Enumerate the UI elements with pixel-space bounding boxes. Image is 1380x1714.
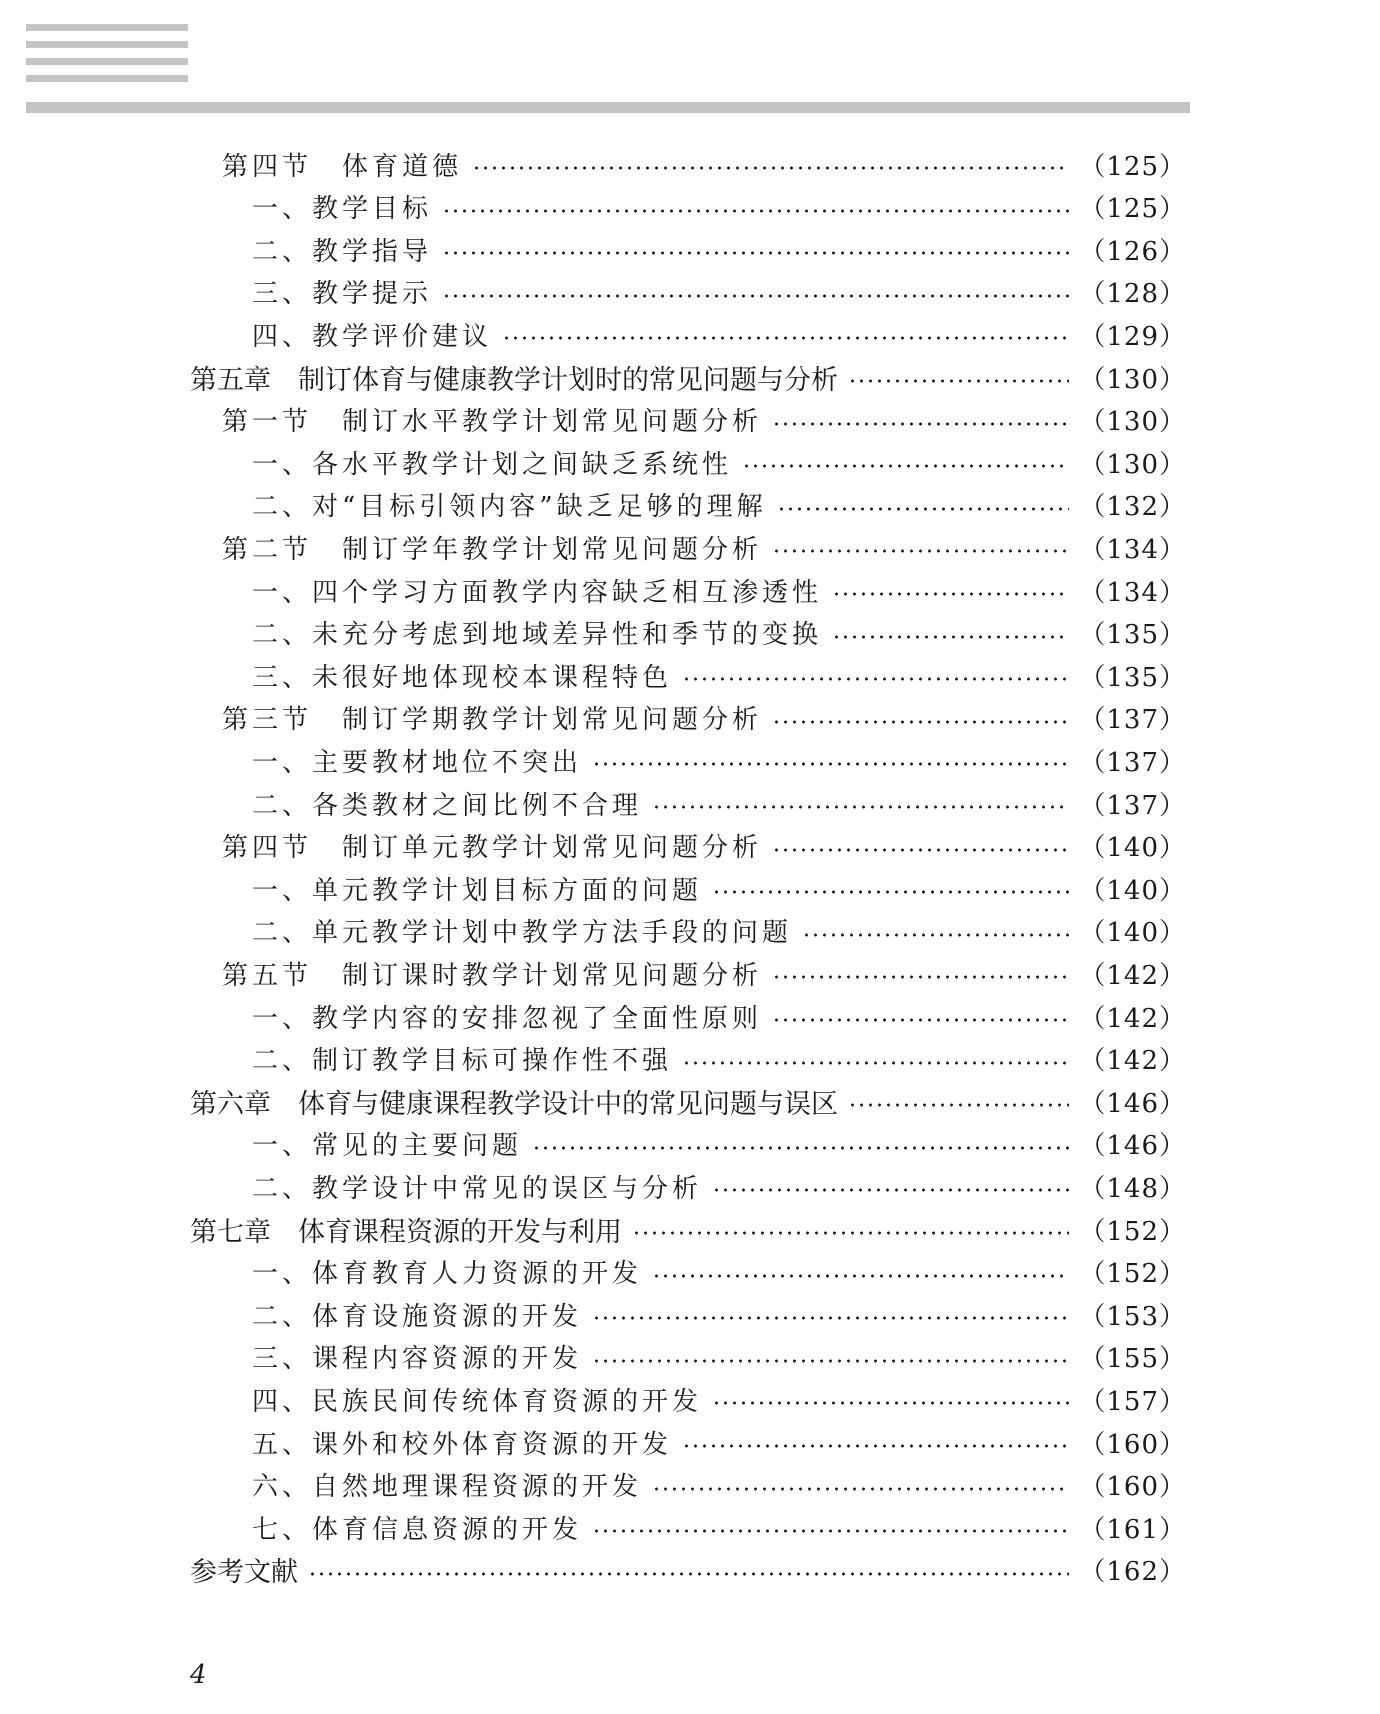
toc-entry-title: 第四节 体育道德 xyxy=(222,151,463,182)
dot-leader xyxy=(832,635,1069,639)
toc-entry-section[interactable] xyxy=(0,399,1186,441)
dot-leader xyxy=(848,379,1069,383)
toc-entry-item[interactable] xyxy=(0,186,1186,228)
dot-leader xyxy=(532,1146,1069,1150)
toc-entry-title: 一、教学目标 xyxy=(252,194,433,225)
toc-entry-item[interactable] xyxy=(0,271,1186,313)
dot-leader xyxy=(712,890,1069,894)
header-rule xyxy=(26,102,1190,113)
toc-entry-item[interactable] xyxy=(0,995,1186,1037)
toc-entry-title: 第五节 制订课时教学计划常见问题分析 xyxy=(222,960,763,991)
toc-entry-title: 一、体育教育人力资源的开发 xyxy=(252,1259,643,1290)
dot-leader xyxy=(772,848,1069,852)
toc-entry-page: （161） xyxy=(1079,1514,1186,1545)
toc-entry-page: （152） xyxy=(1079,1259,1186,1290)
toc-entry-page: （130） xyxy=(1079,449,1186,480)
toc-entry-item[interactable] xyxy=(0,1251,1186,1293)
toc-entry-item[interactable] xyxy=(0,1293,1186,1335)
dot-leader xyxy=(632,1231,1069,1235)
toc-entry-title: 五、课外和校外体育资源的开发 xyxy=(252,1429,673,1460)
dot-leader xyxy=(712,1188,1069,1192)
toc-entry-page: （140） xyxy=(1079,875,1186,906)
toc-entry-title: 二、教学设计中常见的误区与分析 xyxy=(252,1173,703,1204)
toc-entry-item[interactable] xyxy=(0,484,1186,526)
toc-entry-item[interactable] xyxy=(0,1336,1186,1378)
toc-entry-title: 二、制订教学目标可操作性不强 xyxy=(252,1046,673,1077)
toc-entry-title: 第六章 体育与健康课程教学设计中的常见问题与误区 xyxy=(190,1088,838,1120)
dot-leader xyxy=(848,1103,1069,1107)
toc-entry-item[interactable] xyxy=(0,782,1186,824)
toc-entry-page: （148） xyxy=(1079,1173,1186,1204)
toc-entry-title: 一、主要教材地位不突出 xyxy=(252,747,583,778)
dot-leader xyxy=(592,1359,1069,1363)
toc-entry-page: （132） xyxy=(1079,492,1186,523)
toc-entry-chapter[interactable] xyxy=(0,1208,1186,1250)
toc-entry-page: （135） xyxy=(1079,620,1186,651)
dot-leader xyxy=(772,549,1069,553)
toc-entry-title: 七、体育信息资源的开发 xyxy=(252,1514,583,1545)
toc-entry-item[interactable] xyxy=(0,1464,1186,1506)
header-stripe xyxy=(26,75,188,82)
toc-entry-title: 四、民族民间传统体育资源的开发 xyxy=(252,1386,703,1417)
toc-entry-item[interactable] xyxy=(0,1378,1186,1420)
toc-entry-title: 第三节 制订学期教学计划常见问题分析 xyxy=(222,705,763,736)
toc-entry-chapter[interactable] xyxy=(0,356,1186,398)
toc-entry-title: 四、教学评价建议 xyxy=(252,321,493,352)
toc-entry-page: （137） xyxy=(1079,705,1186,736)
toc-entry-page: （137） xyxy=(1079,747,1186,778)
dot-leader xyxy=(592,762,1069,766)
toc-entry-title: 二、教学指导 xyxy=(252,236,433,267)
toc-entry-title: 一、单元教学计划目标方面的问题 xyxy=(252,875,703,906)
toc-entry-page: （153） xyxy=(1079,1301,1186,1332)
toc-entry-title: 二、单元教学计划中教学方法手段的问题 xyxy=(252,918,793,949)
toc-entry-title: 一、四个学习方面教学内容缺乏相互渗透性 xyxy=(252,577,823,608)
toc-entry-title: 二、各类教材之间比例不合理 xyxy=(252,790,643,821)
dot-leader xyxy=(592,1529,1069,1533)
toc-entry-page: （142） xyxy=(1079,1046,1186,1077)
dot-leader xyxy=(308,1572,1069,1576)
toc-entry-item[interactable] xyxy=(0,1165,1186,1207)
toc-entry-title: 三、课程内容资源的开发 xyxy=(252,1344,583,1375)
toc-entry-item[interactable] xyxy=(0,1038,1186,1080)
toc-entry-item[interactable] xyxy=(0,867,1186,909)
toc-entry-title: 三、教学提示 xyxy=(252,279,433,310)
dot-leader xyxy=(832,592,1069,596)
toc-entry-page: （155） xyxy=(1079,1344,1186,1375)
toc-entry-page: （140） xyxy=(1079,918,1186,949)
dot-leader xyxy=(592,1316,1069,1320)
toc-entry-chapter[interactable] xyxy=(0,1549,1186,1591)
dot-leader xyxy=(652,805,1069,809)
toc-entry-page: （152） xyxy=(1079,1216,1186,1247)
toc-entry-title: 二、体育设施资源的开发 xyxy=(252,1301,583,1332)
dot-leader xyxy=(742,464,1069,468)
toc-entry-page: （142） xyxy=(1079,1003,1186,1034)
toc-entry-title: 六、自然地理课程资源的开发 xyxy=(252,1472,643,1503)
toc-entry-chapter[interactable] xyxy=(0,1080,1186,1122)
dot-leader xyxy=(772,720,1069,724)
dot-leader xyxy=(772,975,1069,979)
page-number: 4 xyxy=(190,1660,207,1690)
toc-entry-item[interactable] xyxy=(0,739,1186,781)
toc-entry-title: 第五章 制订体育与健康教学计划时的常见问题与分析 xyxy=(190,364,838,396)
dot-leader xyxy=(442,294,1069,298)
header-stripe xyxy=(26,41,188,48)
toc-entry-title: 二、对“目标引领内容”缺乏足够的理解 xyxy=(252,492,767,523)
toc-entry-page: （130） xyxy=(1079,364,1186,395)
toc-entry-page: （125） xyxy=(1079,151,1186,182)
dot-leader xyxy=(772,1018,1069,1022)
dot-leader xyxy=(502,336,1069,340)
toc-entry-title: 第二节 制订学年教学计划常见问题分析 xyxy=(222,534,763,565)
toc-entry-page: （162） xyxy=(1079,1557,1186,1588)
dot-leader xyxy=(802,933,1069,937)
toc-entry-page: （128） xyxy=(1079,279,1186,310)
dot-leader xyxy=(772,422,1069,426)
toc-entry-section[interactable] xyxy=(0,143,1186,185)
toc-entry-page: （130） xyxy=(1079,407,1186,438)
toc-entry-page: （157） xyxy=(1079,1386,1186,1417)
toc-entry-page: （146） xyxy=(1079,1088,1186,1119)
toc-entry-title: 一、教学内容的安排忽视了全面性原则 xyxy=(252,1003,763,1034)
toc-entry-title: 三、未很好地体现校本课程特色 xyxy=(252,662,673,693)
toc-entry-title: 参考文献 xyxy=(190,1557,298,1589)
dot-leader xyxy=(682,1061,1069,1065)
toc-entry-section[interactable] xyxy=(0,526,1186,568)
header-stripe xyxy=(26,58,188,65)
dot-leader xyxy=(442,251,1069,255)
toc-entry-item[interactable] xyxy=(0,1123,1186,1165)
toc-entry-item[interactable] xyxy=(0,228,1186,270)
toc-entry-page: （125） xyxy=(1079,194,1186,225)
toc-entry-item[interactable] xyxy=(0,569,1186,611)
dot-leader xyxy=(652,1487,1069,1491)
toc-entry-title: 一、常见的主要问题 xyxy=(252,1131,523,1162)
toc-entry-item[interactable] xyxy=(0,1506,1186,1548)
dot-leader xyxy=(777,507,1070,511)
dot-leader xyxy=(682,677,1069,681)
toc-entry-item[interactable] xyxy=(0,612,1186,654)
toc-entry-page: （137） xyxy=(1079,790,1186,821)
dot-leader xyxy=(682,1444,1069,1448)
toc-entry-page: （146） xyxy=(1079,1131,1186,1162)
toc-entry-section[interactable] xyxy=(0,697,1186,739)
toc-entry-title: 第一节 制订水平教学计划常见问题分析 xyxy=(222,407,763,438)
toc-entry-page: （160） xyxy=(1079,1429,1186,1460)
toc-entry-item[interactable] xyxy=(0,654,1186,696)
toc-entry-page: （129） xyxy=(1079,321,1186,352)
dot-leader xyxy=(442,209,1069,213)
dot-leader xyxy=(652,1274,1069,1278)
toc-entry-item[interactable] xyxy=(0,1421,1186,1463)
toc-entry-title: 第四节 制订单元教学计划常见问题分析 xyxy=(222,833,763,864)
toc-entry-item[interactable] xyxy=(0,441,1186,483)
toc-entry-title: 一、各水平教学计划之间缺乏系统性 xyxy=(252,449,733,480)
toc-entry-title: 二、未充分考虑到地域差异性和季节的变换 xyxy=(252,620,823,651)
toc-entry-page: （126） xyxy=(1079,236,1186,267)
toc-entry-section[interactable] xyxy=(0,825,1186,867)
toc-entry-section[interactable] xyxy=(0,952,1186,994)
toc-entry-page: （142） xyxy=(1079,960,1186,991)
header-decoration xyxy=(26,24,1190,116)
toc-entry-page: （135） xyxy=(1079,662,1186,693)
toc-entry-item[interactable] xyxy=(0,313,1186,355)
toc-entry-title: 第七章 体育课程资源的开发与利用 xyxy=(190,1216,622,1248)
toc-entry-item[interactable] xyxy=(0,910,1186,952)
dot-leader xyxy=(712,1401,1069,1405)
dot-leader xyxy=(472,166,1069,170)
toc-entry-page: （134） xyxy=(1079,534,1186,565)
header-stripe xyxy=(26,24,188,31)
toc-entry-page: （140） xyxy=(1079,833,1186,864)
toc-entry-page: （134） xyxy=(1079,577,1186,608)
toc-entry-page: （160） xyxy=(1079,1472,1186,1503)
